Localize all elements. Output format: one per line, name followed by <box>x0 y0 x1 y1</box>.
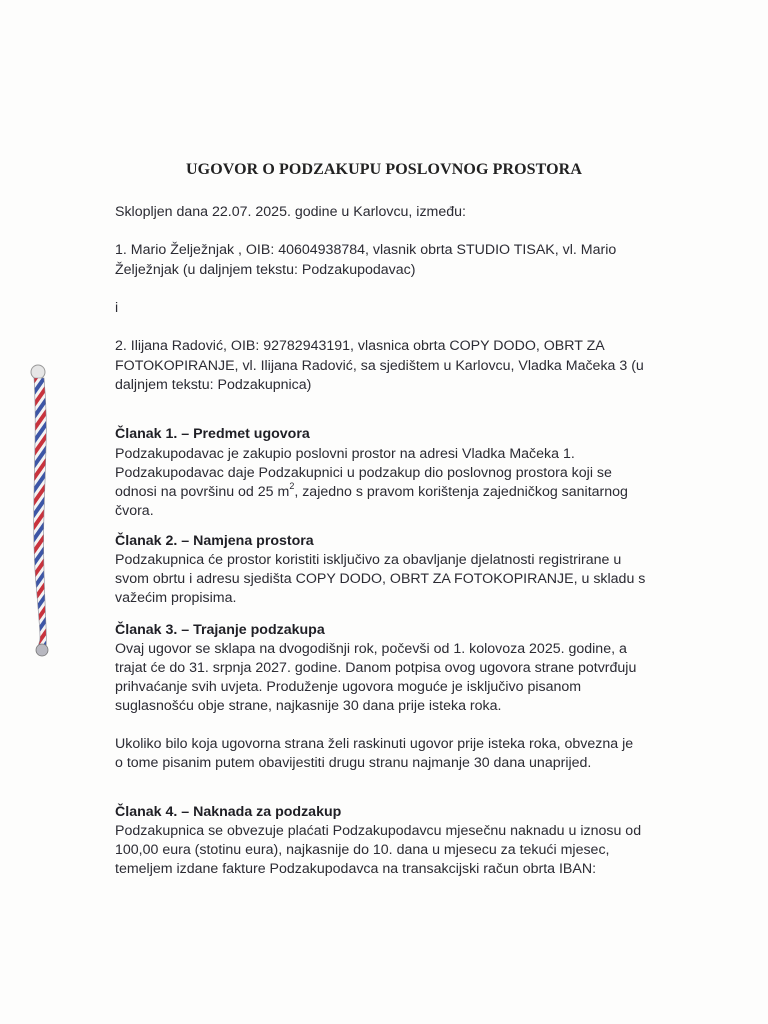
cord-body <box>34 378 47 648</box>
article3-line2: trajat će do 31. srpnja 2027. godine. Danom potpisa ovog ugovora strane potvrđuju <box>115 660 637 676</box>
article1-line3: odnosi na površinu od 25 $m^2$, zajedno s pravom korištenja zajedničkog sanitarnog <box>115 481 628 500</box>
article3-para2-line1: Ukoliko bilo koja ugovorna strana želi raskinuti ugovor prije isteka roka, obvezna je <box>115 736 634 752</box>
party2-line1: 2. Ilijana Radović, OIB: 92782943191, vlasnica obrta COPY DODO, OBRT ZA <box>115 338 605 354</box>
article2-heading: Članak 2. – Namjena prostora <box>115 533 314 549</box>
tricolor-binding-cord <box>26 364 54 660</box>
article2-line2: svom obrtu i adresu sjedišta COPY DODO, OBRT ZA FOTOKOPIRANJE, u skladu s <box>115 571 646 587</box>
article3-para2-line2: o tome pisanim putem obavijestiti drugu stranu najmanje 30 dana unaprijed. <box>115 755 592 771</box>
article1-heading: Članak 1. – Predmet ugovora <box>115 426 310 442</box>
party1-line1: 1. Mario Želježnjak , OIB: 40604938784, vlasnik obrta STUDIO TISAK, vl. Mario <box>115 242 617 258</box>
article3-heading: Članak 3. – Trajanje podzakupa <box>115 622 325 638</box>
party2-line2: FOTOKOPIRANJE, vl. Ilijana Radović, sa sjedištem u Karlovcu, Vladka Mačeka 3 (u <box>115 358 644 374</box>
intro-text: Sklopljen dana 22.07. 2025. godine u Karlovcu, između: <box>115 204 466 220</box>
party2-line3: daljnjem tekstu: Podzakupnica) <box>115 377 312 393</box>
article1-line1: Podzakupodavac je zakupio poslovni prostor na adresi Vladka Mačeka 1. <box>115 446 575 462</box>
party1-line2: Želježnjak (u daljnjem tekstu: Podzakupodavac) <box>115 262 416 278</box>
article4-line3: temeljem izdane fakture Podzakupodavca na transakcijski račun obrta IBAN: <box>115 861 597 877</box>
article4-line1: Podzakupnica se obvezuje plaćati Podzakupodavcu mjesečnu naknadu u iznosu od <box>115 823 642 839</box>
cord-top-knot <box>31 365 45 379</box>
article1-line2: Podzakupodavac daje Podzakupnici u podzakup dio poslovnog prostora koji se <box>115 465 612 481</box>
article3-line4: suglasnošću obje strane, najkasnije 30 dana prije isteka roka. <box>115 698 502 714</box>
article4-line2: 100,00 eura (stotinu eura), najkasnije do 10. dana u mjesecu za tekući mjesec, <box>115 842 610 858</box>
superscript-two: 2 <box>289 481 295 492</box>
document-title: UGOVOR O PODZAKUPU POSLOVNOG PROSTORA <box>186 161 582 178</box>
article1-line4: čvora. <box>115 503 154 519</box>
article3-line1: Ovaj ugovor se sklapa na dvogodišnji rok, počevši od 1. kolovoza 2025. godine, a <box>115 641 627 657</box>
conjunction-text: i <box>115 300 119 316</box>
article4-heading: Članak 4. – Naknada za podzakup <box>115 804 342 820</box>
article3-line3: prihvaćanje svih uvjeta. Produženje ugovora moguće je isključivo pisanom <box>115 679 582 695</box>
article2-line3: važećim propisima. <box>115 590 237 606</box>
cord-bottom-knot <box>36 644 48 656</box>
article2-line1: Podzakupnica će prostor koristiti isključivo za obavljanje djelatnosti registrirane u <box>115 552 622 568</box>
